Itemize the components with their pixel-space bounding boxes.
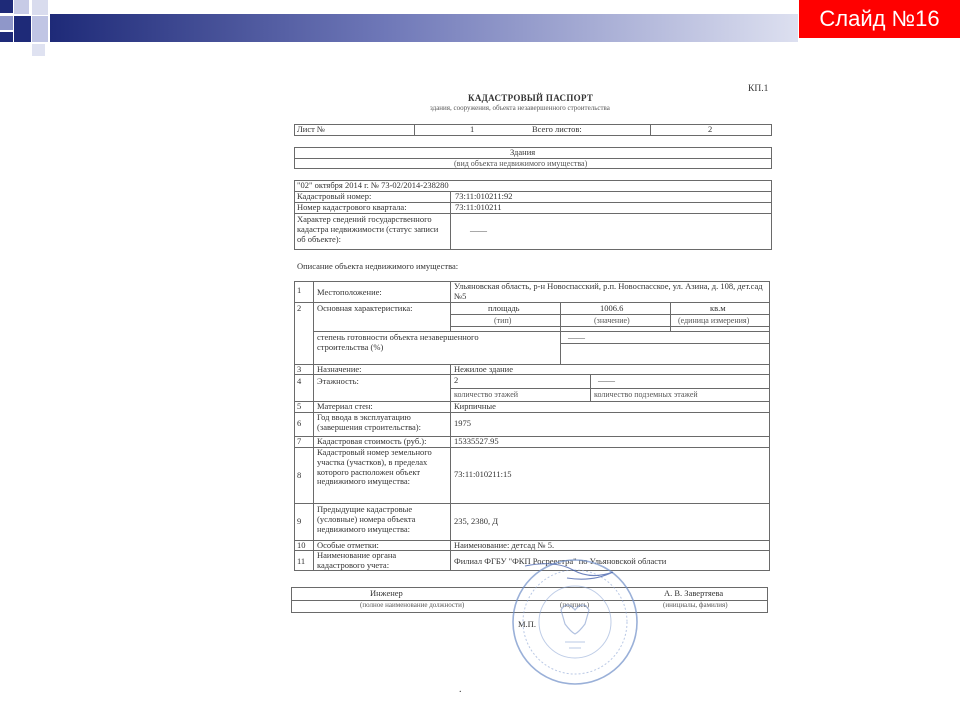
caption-underground: количество подземных этажей	[594, 390, 698, 399]
row-6-label: Год ввода в эксплуатацию (завершения строительства):	[317, 412, 421, 432]
row-3-num: 3	[297, 364, 302, 374]
description-title: Описание объекта недвижимого имущества:	[297, 261, 459, 271]
record-date-number: "02" октября 2014 г. № 73-02/2014-238280	[297, 180, 449, 190]
area-unit: кв.м	[710, 303, 726, 313]
row-8-value: 73:11:010211:15	[454, 469, 512, 479]
status-label: Характер сведений государственного кадастра недвижимости (статус записи об объекте):	[297, 214, 439, 244]
footer-mark: .	[459, 684, 462, 695]
cadastral-number-label: Кадастровый номер:	[297, 191, 372, 201]
row-7-value: 15335527.95	[454, 436, 499, 446]
row-1-num: 1	[297, 285, 302, 295]
row-11-label: Наименование органа кадастрового учета:	[317, 550, 397, 570]
row-7-label: Кадастровая стоимость (руб.):	[317, 436, 427, 446]
row-4-num: 4	[297, 376, 302, 386]
row-11-num: 11	[297, 556, 306, 566]
caption-name: (инициалы, фамилия)	[663, 601, 728, 609]
status-value: ——	[470, 225, 487, 235]
object-kind-caption: (вид объекта недвижимого имущества)	[454, 159, 588, 168]
quarter-number: 73:11:010211	[455, 202, 502, 212]
row-2-num: 2	[297, 303, 302, 313]
row-11-value: Филиал ФГБУ "ФКП Росреестра" по Ульяновской области	[454, 556, 667, 566]
area-value: 1006.6	[600, 303, 624, 313]
row-6-value: 1975	[454, 418, 471, 428]
row-1-value: Ульяновская область, р-н Новоспасский, р.п. Новоспасское, ул. Азина, д. 108, дет.сад №5	[454, 281, 763, 301]
sheet-total: 2	[708, 124, 713, 134]
row-10-label: Особые отметки:	[317, 540, 379, 550]
object-kind: Здания	[510, 147, 536, 157]
seal-mark-label: М.П.	[518, 619, 536, 629]
row-9-num: 9	[297, 516, 302, 526]
doc-subtitle: здания, сооружения, объекта незавершенного строительства	[430, 104, 610, 112]
doc-title: КАДАСТРОВЫЙ ПАСПОРТ	[468, 93, 594, 103]
row-3-value: Нежилое здание	[454, 364, 513, 374]
row-8-num: 8	[297, 470, 302, 480]
readiness-label: степень готовности объекта незавершенного строительства (%)	[317, 332, 479, 352]
row-6-num: 6	[297, 418, 302, 428]
sheet-label: Лист №	[297, 124, 326, 134]
row-2-label: Основная характеристика:	[317, 303, 413, 313]
row-10-num: 10	[297, 540, 306, 550]
caption-floors: количество этажей	[454, 390, 519, 399]
sheet-total-label: Всего листов:	[532, 124, 582, 134]
row-5-num: 5	[297, 401, 302, 411]
area-type: площадь	[488, 303, 520, 313]
row-9-label: Предыдущие кадастровые (условные) номера объекта недвижимого имущества:	[317, 504, 416, 534]
official-seal-stamp	[505, 548, 645, 688]
signer-name: А. В. Завертяева	[664, 588, 724, 598]
cadastral-number: 73:11:010211:92	[455, 191, 513, 201]
row-5-value: Кирпичные	[454, 401, 496, 411]
caption-signature: (подпись)	[560, 601, 590, 609]
readiness-value: ——	[568, 332, 585, 342]
row-4-label: Этажность:	[317, 376, 359, 386]
caption-type: (тип)	[494, 316, 512, 325]
slide-number-badge: Слайд №16	[799, 0, 960, 38]
sheet-number: 1	[470, 124, 475, 134]
floors-value: 2	[454, 375, 459, 385]
quarter-label: Номер кадастрового квартала:	[297, 202, 407, 212]
form-code: КП.1	[748, 84, 769, 94]
row-8-label: Кадастровый номер земельного участка (участков), в пределах которого расположен объект недвижимого имущества:	[317, 447, 432, 487]
caption-value: (значение)	[594, 316, 630, 325]
underground-value: ——	[598, 375, 615, 385]
row-5-label: Материал стен:	[317, 401, 373, 411]
row-3-label: Назначение:	[317, 364, 362, 374]
row-7-num: 7	[297, 436, 302, 446]
row-1-label: Местоположение:	[317, 287, 382, 297]
caption-position: (полное наименование должности)	[360, 601, 465, 609]
row-9-value: 235, 2380, Д	[454, 516, 499, 526]
signer-position: Инженер	[370, 588, 403, 598]
caption-unit: (единица измерения)	[678, 316, 750, 325]
row-10-value: Наименование: детсад № 5.	[454, 540, 555, 550]
